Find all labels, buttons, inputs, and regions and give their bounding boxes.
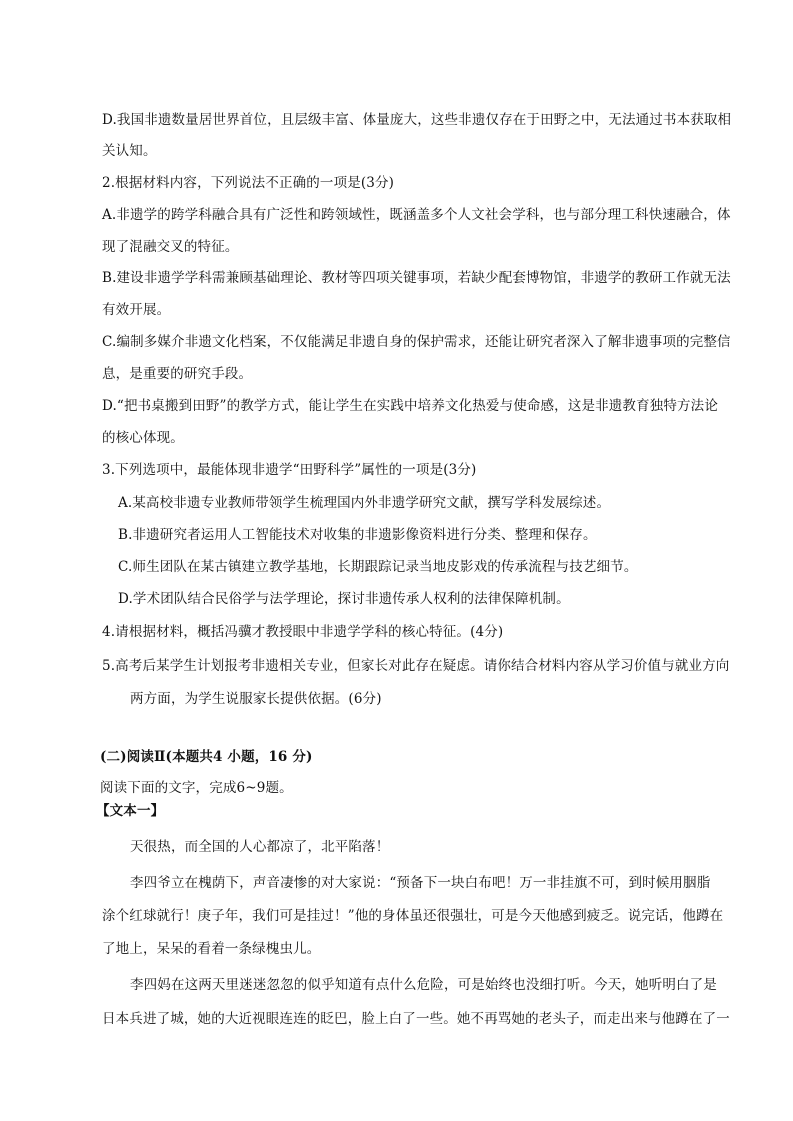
reading-instruction: 阅读下面的文字，完成6~9题。 [100,780,293,796]
question-3-option-c: C.师生团队在某古镇建立教学基地，长期跟踪记录当地皮影戏的传承流程与技艺细节。 [118,559,638,575]
question-4: 4.请根据材料，概括冯骥才教授眼中非遗学学科的核心特征。(4分) [102,624,504,640]
question-2-option-c: C.编制多媒介非遗文化档案，不仅能满足非遗自身的保护需求，还能让研究者深入了解非遗事项的完整信 [102,334,731,350]
story-paragraph-2-cont-1: 涂个红球就行！庚子年，我们可是挂过！”他的身体虽还很强壮，可是今天他感到疲乏。说完话，他蹲在 [102,908,724,924]
question-2-option-b-cont: 有效开展。 [102,302,171,318]
question-3-option-a: A.某高校非遗专业教师带领学生梳理国内外非遗学研究文献，撰写学科发展综述。 [118,495,611,511]
section-2-heading: (二)阅读Ⅱ(本题共4 小题，16 分) [100,749,313,765]
question-2-stem: 2.根据材料内容，下列说法不正确的一项是(3分) [102,175,395,191]
question-2-option-a: A.非遗学的跨学科融合具有广泛性和跨领域性，既涵盖多个人文社会学科，也与部分理工科快速融合，体 [102,207,731,223]
question-3-option-b: B.非遗研究者运用人工智能技术对收集的非遗影像资料进行分类、整理和保存。 [118,527,597,543]
question-1-option-d-cont: 关认知。 [102,143,157,159]
question-2-option-b: B.建设非遗学学科需兼顾基础理论、教材等四项关键事项，若缺少配套博物馆，非遗学的教研工作就无法 [102,270,731,286]
question-5: 5.高考后某学生计划报考非遗相关专业，但家长对此存在疑虑。请你结合材料内容从学习价值与就业方向 [102,658,730,674]
question-2-option-d: D.“把书桌搬到田野”的教学方式，能让学生在实践中培养文化热爱与使命感，这是非遗教育独特方法论 [102,398,718,414]
question-1-option-d: D.我国非遗数量居世界首位，且层级丰富、体量庞大，这些非遗仅存在于田野之中，无法通过书本获取相 [102,112,732,128]
story-paragraph-1: 天很热，而全国的人心都凉了，北平陷落！ [130,839,390,855]
question-5-cont: 两方面，为学生说服家长提供依据。(6分) [130,691,382,707]
question-3-option-d: D.学术团队结合民俗学与法学理论，探讨非遗传承人权利的法律保障机制。 [118,591,570,607]
story-paragraph-3: 李四妈在这两天里迷迷忽忽的似乎知道有点什么危险，可是始终也没细打听。今天，她听明白了是 [130,977,717,993]
question-2-option-d-cont: 的核心体现。 [102,430,184,446]
question-2-option-c-cont: 息，是重要的研究手段。 [102,366,253,382]
question-3-stem: 3.下列选项中，最能体现非遗学“田野科学”属性的一项是(3分) [102,462,477,478]
question-2-option-a-cont: 现了混融交叉的特征。 [102,239,239,255]
text-one-label: 【文本一】 [96,803,165,819]
story-paragraph-3-cont: 日本兵进了城，她的大近视眼连连的眨巴，脸上白了一些。她不再骂她的老头子，而走出来与他蹲在了一 [102,1011,730,1027]
story-paragraph-2-cont-2: 了地上，呆呆的看着一条绿槐虫儿。 [102,941,321,957]
story-paragraph-2: 李四爷立在槐荫下，声音凄惨的对大家说：“预备下一块白布吧！万一非挂旗不可，到时候用胭脂 [130,875,711,891]
